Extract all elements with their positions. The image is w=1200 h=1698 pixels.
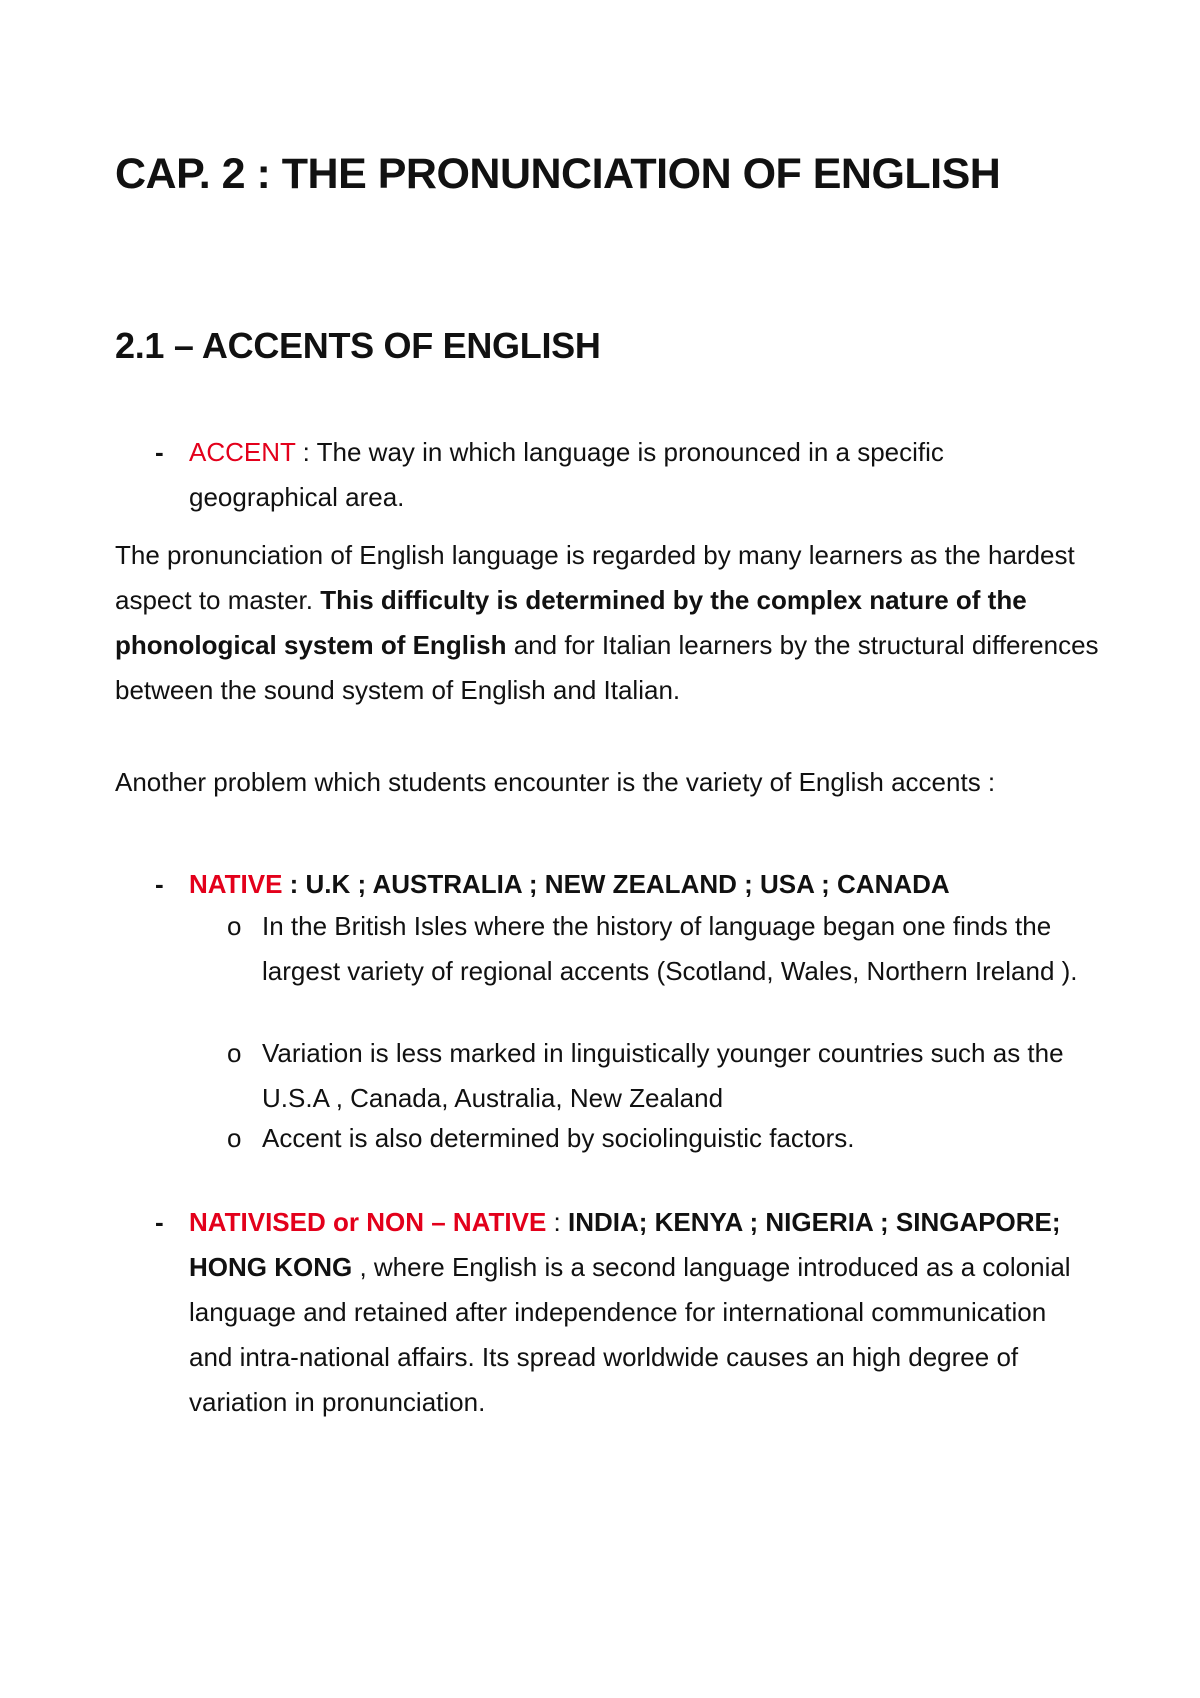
term-accent: ACCENT — [189, 437, 296, 467]
circle-bullet-icon: o — [227, 1038, 242, 1068]
bullet-dash: - — [155, 1207, 164, 1237]
sub-item-british-isles: o In the British Isles where the history of language began one finds the largest variety of regional accents (Scotland, Wales, Northern Ireland ). — [115, 904, 1105, 994]
circle-bullet-icon: o — [227, 1123, 242, 1153]
nativised-countries: INDIA; KENYA ; NIGERIA ; SINGAPORE; HONG KONG — [189, 1207, 1061, 1282]
native-countries: U.K ; AUSTRALIA ; NEW ZEALAND ; USA ; CANADA — [305, 869, 950, 899]
chapter-title: CAP. 2 : THE PRONUNCIATION OF ENGLISH — [115, 150, 1001, 198]
section-heading: 2.1 – ACCENTS OF ENGLISH — [115, 325, 601, 366]
paragraph-variety: Another problem which students encounter is the variety of English accents : — [115, 767, 996, 797]
bullet-native: - NATIVE : U.K ; AUSTRALIA ; NEW ZEALAND ; USA ; CANADA — [115, 862, 1095, 907]
accent-definition: ACCENT : The way in which language is pronounced in a specific geographical area. — [189, 437, 944, 512]
bullet-dash: - — [155, 437, 164, 467]
circle-bullet-icon: o — [227, 911, 242, 941]
bold-statement: This difficulty is determined by the complex nature of the phonological system of English — [115, 585, 1027, 660]
bullet-dash: - — [155, 869, 164, 899]
paragraph-difficulty: The pronunciation of English language is regarded by many learners as the hardest aspect to master. This difficulty is determined by the complex nature of the phonological system of English and for Italian learners by the structural differences between the sound system of English and Italian. — [115, 540, 1099, 705]
sub-item-sociolinguistic: o Accent is also determined by sociolinguistic factors. — [115, 1116, 1105, 1161]
term-nativised: NATIVISED or NON – NATIVE — [189, 1207, 547, 1237]
sub-item-variation: o Variation is less marked in linguistically younger countries such as the U.S.A , Canada, Australia, New Zealand — [115, 1031, 1105, 1121]
term-native: NATIVE — [189, 869, 283, 899]
bullet-accent — [115, 430, 1095, 520]
bullet-nativised: - NATIVISED or NON – NATIVE : INDIA; KENYA ; NIGERIA ; SINGAPORE; HONG KONG , where English is a second language introduced as a colonial language and retained after independence for international communication and intra-national affairs. Its spread worldwide causes an high degree of variation in pronunciation. — [115, 1200, 1095, 1425]
